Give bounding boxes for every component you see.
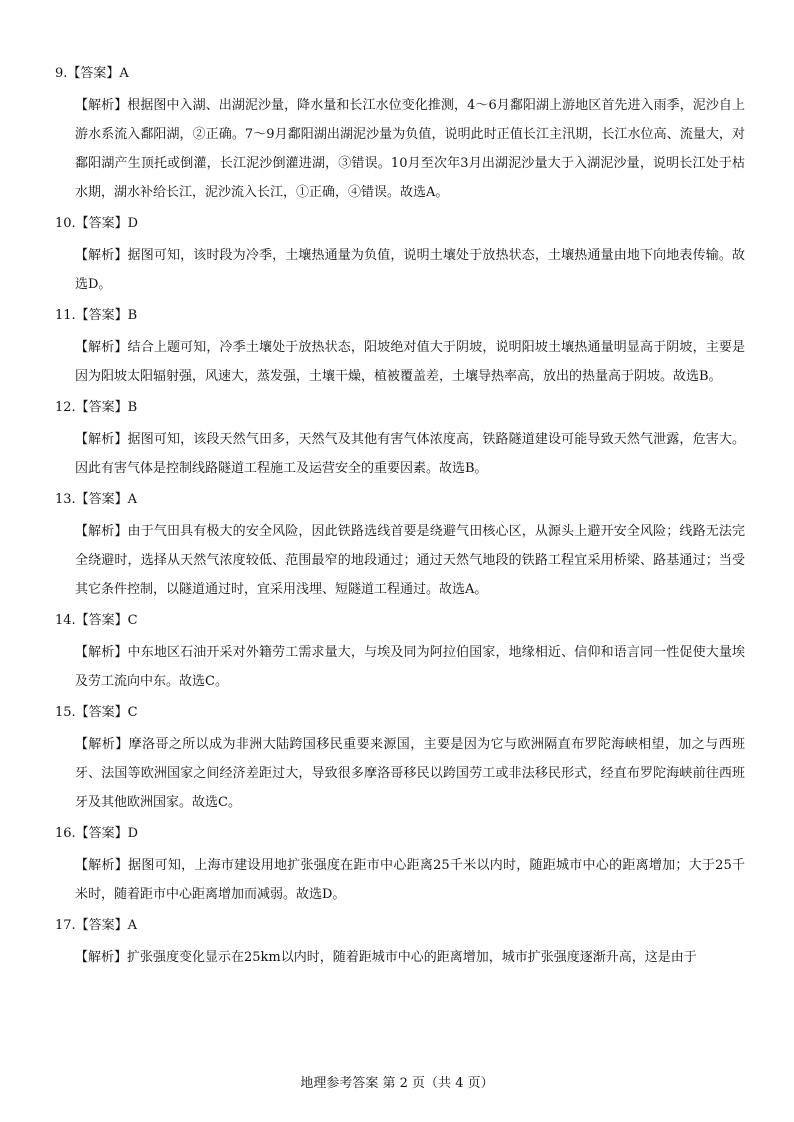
question-13 bbox=[55, 490, 745, 604]
answer-list bbox=[55, 64, 745, 979]
question-10 bbox=[55, 214, 745, 299]
answer-line: 13.【答案】A bbox=[55, 492, 138, 507]
answer-line: 17.【答案】A bbox=[55, 918, 138, 933]
answer-line: 12.【答案】B bbox=[55, 400, 138, 415]
analysis-text: 【解析】扩张强度变化显示在25km以内时，随着距城市中心的距离增加，城市扩张强度逐渐升高，这是由于 bbox=[75, 950, 697, 965]
question-14 bbox=[55, 611, 745, 696]
page-footer: 地理参考答案 第 2 页（共 4 页） bbox=[300, 1076, 494, 1091]
analysis-text: 【解析】根据图中入湖、出湖泥沙量，降水量和长江水位变化推测，4～6月鄱阳湖上游地区首先进入雨季，泥沙自上游水系流入鄱阳湖，②正确。7～9月鄱阳湖出湖泥沙量为负值，说明此时正值长江主汛期，长江水位高、流量大，对鄱阳湖产生顶托或倒灌，长江泥沙倒灌进湖，③错误。10月至次年3月出湖泥沙量大于入湖泥沙量，说明长江处于枯水期，湖水补给长江，泥沙流入长江，①正确，④错误。故选A。 bbox=[75, 98, 745, 200]
answer-line: 16.【答案】D bbox=[55, 826, 139, 841]
question-12 bbox=[55, 398, 745, 483]
analysis-text: 【解析】中东地区石油开采对外籍劳工需求量大，与埃及同为阿拉伯国家，地缘相近、信仰和语言同一性促使大量埃及劳工流向中东。故选C。 bbox=[75, 645, 745, 689]
answer-line: 14.【答案】C bbox=[55, 613, 138, 628]
analysis-text: 【解析】由于气田具有极大的安全风险，因此铁路选线首要是绕避气田核心区，从源头上避开安全风险；线路无法完全绕避时，选择从天然气浓度较低、范围最窄的地段通过；通过天然气地段的铁路工程宜采用桥梁、路基通过；当受其它条件控制，以隧道通过时，宜采用浅埋、短隧道工程通过。故选A。 bbox=[75, 524, 745, 597]
question-11 bbox=[55, 306, 745, 391]
analysis-text: 【解析】结合上题可知，冷季土壤处于放热状态，阳坡绝对值大于阴坡，说明阳坡土壤热通量明显高于阴坡，主要是因为阳坡太阳辐射强，风速大，蒸发强，土壤干燥，植被覆盖差，土壤导热率高，放出的热量高于阴坡。故选B。 bbox=[75, 340, 745, 384]
analysis-text: 【解析】摩洛哥之所以成为非洲大陆跨国移民重要来源国，主要是因为它与欧洲隔直布罗陀海峡相望，加之与西班牙、法国等欧洲国家之间经济差距过大，导致很多摩洛哥移民以跨国劳工或非法移民形式，经直布罗陀海峡前往西班牙及其他欧洲国家。故选C。 bbox=[75, 737, 745, 810]
answer-line: 10.【答案】D bbox=[55, 216, 139, 231]
question-16 bbox=[55, 824, 745, 909]
analysis-text: 【解析】据图可知，该段天然气田多，天然气及其他有害气体浓度高，铁路隧道建设可能导致天然气泄露，危害大。因此有害气体是控制线路隧道工程施工及运营安全的重要因素。故选B。 bbox=[75, 432, 745, 476]
analysis-text: 【解析】据图可知，该时段为冷季，土壤热通量为负值，说明土壤处于放热状态，土壤热通量由地下向地表传输。故选D。 bbox=[75, 248, 745, 292]
answer-line: 9.【答案】A bbox=[55, 66, 129, 81]
answer-line: 15.【答案】C bbox=[55, 705, 138, 720]
question-9 bbox=[55, 64, 745, 207]
question-17 bbox=[55, 916, 745, 972]
answer-line: 11.【答案】B bbox=[55, 308, 138, 323]
question-15 bbox=[55, 703, 745, 817]
analysis-text: 【解析】据图可知，上海市建设用地扩张强度在距市中心距离25千米以内时，随距城市中心的距离增加；大于25千米时，随着距市中心距离增加而减弱。故选D。 bbox=[75, 858, 745, 902]
